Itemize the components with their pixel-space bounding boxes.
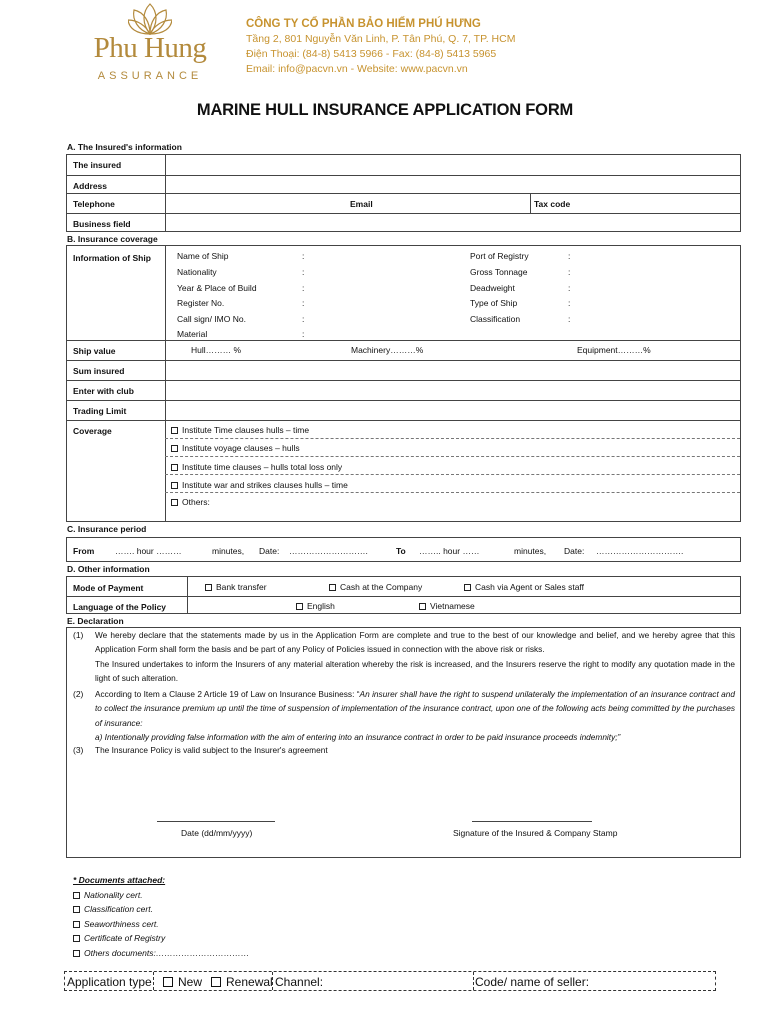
language-option[interactable]: Vietnamese [419, 601, 475, 611]
ship-field: Year & Place of Build [177, 283, 257, 293]
signature-label: Signature of the Insured & Company Stamp [453, 828, 618, 838]
checkbox-icon[interactable] [73, 906, 80, 913]
payment-option[interactable]: Cash at the Company [329, 582, 422, 592]
language-label: Language of the Policy [73, 602, 167, 612]
insured-label: The insured [73, 160, 122, 170]
seller-label: Code/ name of seller: [475, 975, 590, 989]
logo-sub: ASSURANCE [97, 70, 203, 82]
section-d-table [66, 576, 741, 614]
checkbox-icon[interactable] [205, 584, 212, 591]
company-logo [80, 2, 220, 86]
from-date-label: Date: [259, 546, 280, 556]
new-option[interactable]: New [163, 975, 202, 989]
section-c-heading: C. Insurance period [67, 524, 147, 534]
to-hour: …….. hour …… [419, 546, 480, 556]
checkbox-icon[interactable] [163, 977, 173, 987]
section-d-heading: D. Other information [67, 564, 150, 574]
application-type-label: Application type [67, 975, 152, 989]
checkbox-icon[interactable] [211, 977, 221, 987]
ship-field-right: Deadweight [470, 283, 515, 293]
company-info [246, 17, 515, 77]
machinery-value: Machinery………% [351, 345, 424, 355]
equipment-value: Equipment………% [577, 345, 651, 355]
taxcode-label: Tax code [534, 199, 571, 209]
company-name: CÔNG TY CỔ PHẦN BẢO HIỂM PHÚ HƯNG [246, 18, 481, 30]
application-type-bar [64, 971, 716, 991]
company-email: Email: info@pacvn.vn - Website: www.pacvn.vn [246, 63, 468, 75]
company-address: Tầng 2, 801 Nguyễn Văn Linh, P. Tân Phú, Q. 7, TP. HCM [246, 33, 516, 45]
checkbox-icon[interactable] [171, 464, 178, 471]
section-a-table [66, 154, 741, 232]
address-label: Address [73, 181, 108, 191]
checkbox-icon[interactable] [73, 892, 80, 899]
to-date-blank: …………………………. [596, 546, 684, 556]
checkbox-icon[interactable] [419, 603, 426, 610]
from-hour: ……. hour ……… [115, 546, 182, 556]
language-option[interactable]: English [296, 601, 335, 611]
documents-heading: * Documents attached: [73, 875, 166, 885]
ship-field-right: Type of Ship [470, 298, 518, 308]
section-b-heading: B. Insurance coverage [67, 234, 158, 244]
checkbox-icon[interactable] [329, 584, 336, 591]
coverage-option[interactable]: Institute war and strikes clauses hulls – time [171, 480, 348, 490]
payment-option[interactable]: Cash via Agent or Sales staff [464, 582, 584, 592]
section-e-heading: E. Declaration [67, 616, 124, 626]
ship-field: Nationality [177, 267, 217, 277]
checkbox-icon[interactable] [73, 921, 80, 928]
document-item[interactable]: Certificate of Registry [73, 931, 249, 946]
ship-field-right: Classification [470, 314, 521, 324]
coverage-option[interactable]: Institute voyage clauses – hulls [171, 443, 300, 453]
checkbox-icon[interactable] [296, 603, 303, 610]
logo-name: Phu Hung [93, 32, 207, 64]
section-c-table [66, 537, 741, 562]
trading-limit-label: Trading Limit [73, 406, 127, 416]
email-label: Email [350, 199, 373, 209]
info-ship-label: Information of Ship [73, 253, 151, 263]
section-e-box: (1) We hereby declare that the statements made by us in the Application Form are complete and true to the best of our knowledge and belief, and we hereby agree that this Application Form shall form the basis and be part of any Policy of Policies issued in connection with the above risk or risks. The Insured undertakes to inform the Insurers of any material alteration whereby the risk is increased, and the Insurers reserve the right to modify any quotation made in the light of such alteration. (2) According to Item a Clause 2 Article 19 of Law on Insurance Business: “An insurer shall have the right to suspend unilaterally the implementation of an insurance contract and to collect the insurance premium up until the time of suspension of implementation of the insurance contract, upon one of the following acts being committed by the purchases of insurance: a) Intentionally providing false information with the aim of entering into an insurance contract in order to be paid insurance proceeds indemnity;” (3) The Insurance Policy is valid subject to the Insurer's agreement Date (dd/mm/yyyy) Signature of the Insured & Company Stamp [66, 627, 741, 858]
declaration-1: We hereby declare that the statements made by us in the Application Form are complete and true to the best of our knowledge and belief, and we hereby agree that this Application Form shall form the basis and be part of any Policy of Policies issued in connection with the above risk or risks. The Insured undertakes to inform the Insurers of any material alteration whereby the risk is increased, and the Insurers reserve the right to modify any quotation made in the light of such alteration. [95, 630, 735, 683]
ship-field-right: Port of Registry [470, 251, 529, 261]
enter-club-label: Enter with club [73, 386, 134, 396]
payment-option[interactable]: Bank transfer [205, 582, 267, 592]
checkbox-icon[interactable] [73, 950, 80, 957]
coverage-option[interactable]: Institute time clauses – hulls total loss only [171, 462, 342, 472]
payment-label: Mode of Payment [73, 583, 144, 593]
from-label: From [73, 546, 95, 556]
coverage-option[interactable]: Institute Time clauses hulls – time [171, 425, 309, 435]
declaration-2: According to Item a Clause 2 Article 19 of Law on Insurance Business: “An insurer shall have the right to suspend unilaterally the implementation of an insurance contract and to collect the insurance premium up until the time of suspension of implementation of the insurance contract, upon one of the following acts being committed by the purchases of insurance: a) Intentionally providing false information with the aim of entering into an insurance contract in order to be paid insurance proceeds indemnity;” [95, 689, 735, 742]
company-phone: Điện Thoại: (84-8) 5413 5966 - Fax: (84-8) 5413 5965 [246, 48, 497, 60]
document-item[interactable]: Classification cert. [73, 902, 249, 917]
ship-field-right: Gross Tonnage [470, 267, 528, 277]
checkbox-icon[interactable] [171, 482, 178, 489]
ship-field: Call sign/ IMO No. [177, 314, 246, 324]
checkbox-icon[interactable] [171, 427, 178, 434]
from-minutes: minutes, [212, 546, 245, 556]
coverage-label: Coverage [73, 426, 112, 436]
document-item[interactable]: Seaworthiness cert. [73, 917, 249, 932]
checkbox-icon[interactable] [73, 935, 80, 942]
to-date-label: Date: [564, 546, 585, 556]
coverage-option[interactable]: Others: [171, 497, 210, 507]
from-date-blank: ………………………. [289, 546, 368, 556]
renewal-option[interactable]: Renewal [211, 975, 273, 989]
date-label: Date (dd/mm/yyyy) [181, 828, 253, 838]
business-label: Business field [73, 219, 131, 229]
to-minutes: minutes, [514, 546, 547, 556]
declaration-3: The Insurance Policy is valid subject to the Insurer's agreement [95, 745, 328, 755]
sum-insured-label: Sum insured [73, 366, 125, 376]
ship-field: Register No. [177, 298, 225, 308]
ship-value-label: Ship value [73, 346, 116, 356]
ship-field: Material [177, 329, 208, 339]
checkbox-icon[interactable] [171, 499, 178, 506]
ship-field: Name of Ship [177, 251, 229, 261]
documents-list [73, 873, 249, 960]
lotus-icon [128, 2, 172, 36]
hull-value: Hull……… % [191, 345, 242, 355]
section-a-heading: A. The Insured's information [67, 142, 182, 152]
document-item[interactable]: Others documents:…………………………… [73, 946, 249, 961]
checkbox-icon[interactable] [171, 445, 178, 452]
document-item[interactable]: Nationality cert. [73, 888, 249, 903]
channel-label: Channel: [275, 975, 324, 989]
checkbox-icon[interactable] [464, 584, 471, 591]
form-title: MARINE HULL INSURANCE APPLICATION FORM [196, 101, 574, 119]
to-label: To [396, 546, 406, 556]
section-b-table: Information of Ship Name of Ship Nationality Year & Place of Build Register No. Call sign/ IMO No. Material : : : : : : Port of Registry Gross Tonnage Deadweight Type of Ship Classification : : : : : Ship value Hull……… % Machinery………% Equipment………% Sum insured Enter with club Trading Limit Coverage Institute Time clauses hulls – time Institute voyage clauses – hulls Institute time clauses – hulls total loss only Institute war and strikes clauses hulls – time Others: [66, 245, 741, 522]
telephone-label: Telephone [73, 199, 115, 209]
